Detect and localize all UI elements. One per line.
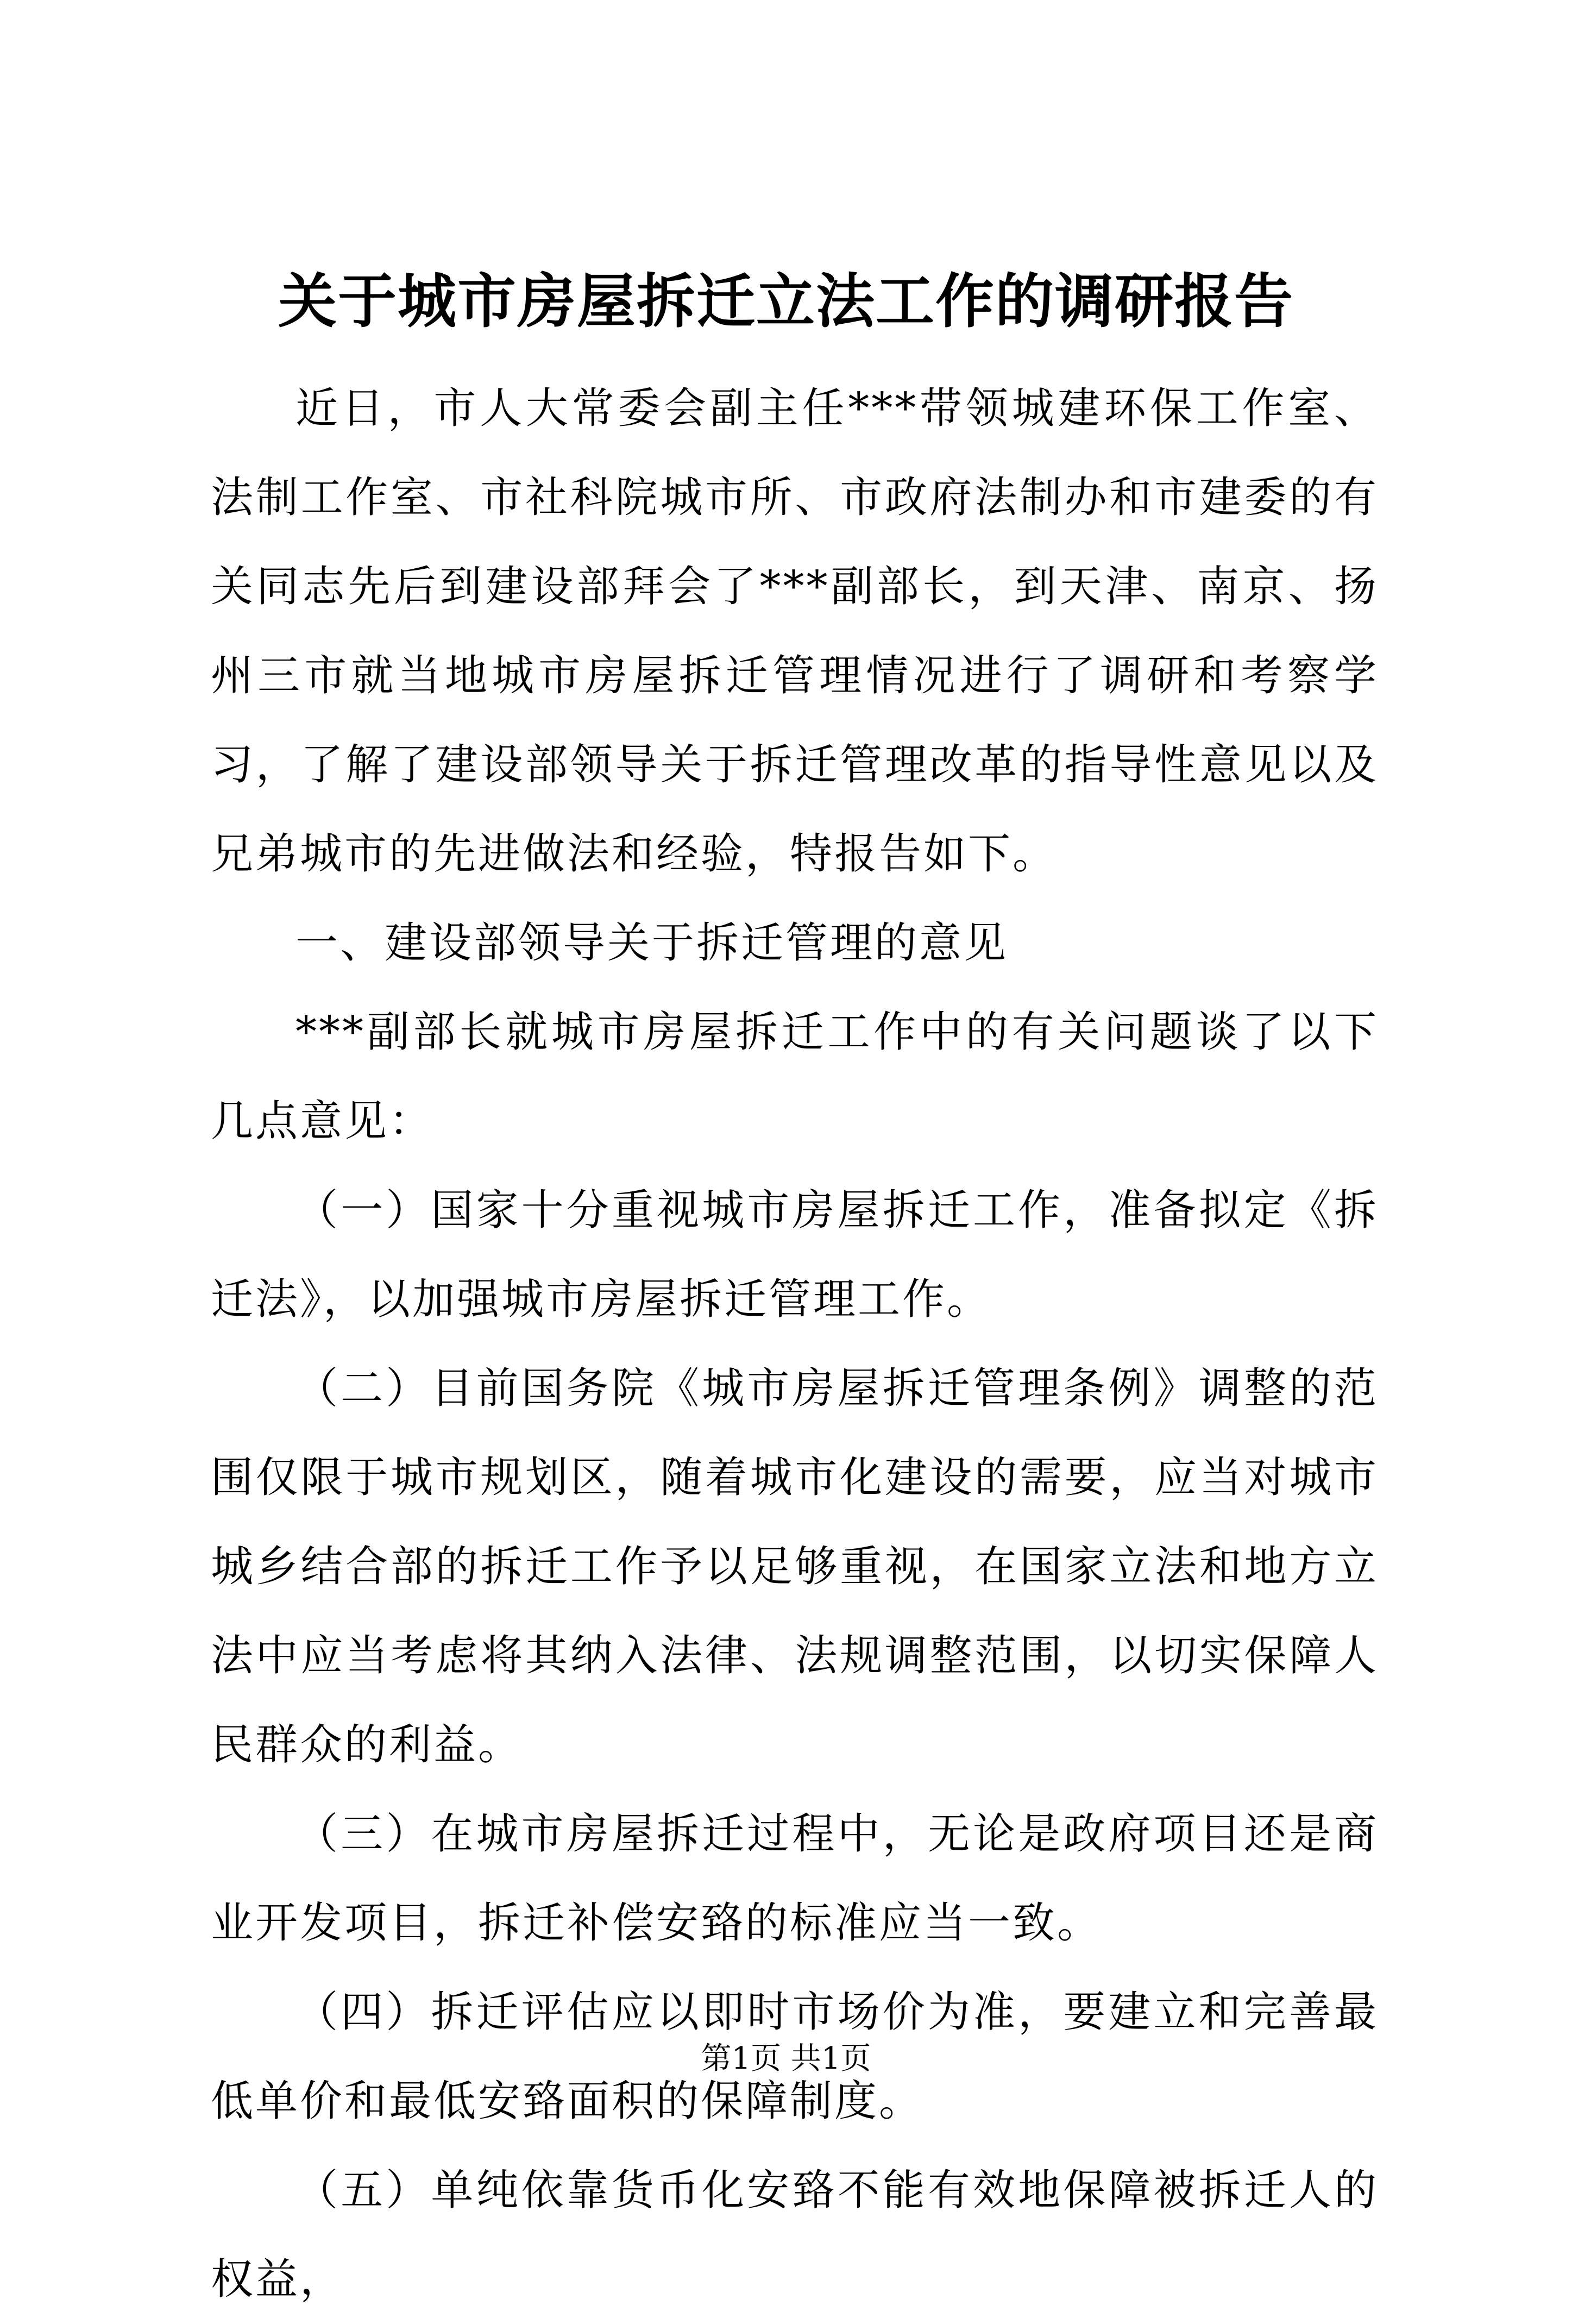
paragraph-item-4: （四）拆迁评估应以即时市场价为准，要建立和完善最低单价和最低安臵面积的保障制度。 xyxy=(211,1988,1379,2126)
paragraph-item-1: （一）国家十分重视城市房屋拆迁工作，准备拟定《拆迁法》，以加强城市房屋拆迁管理工作。 xyxy=(211,1186,1379,1324)
paragraph-intro: 近日，市人大常委会副主任***带领城建环保工作室、法制工作室、市社科院城市所、市政府法制办和市建委的有关同志先后到建设部拜会了***副部长，到天津、南京、扬州三市就当地城市房屋拆迁管理情况进行了调研和考察学习，了解了建设部领导关于拆迁管理改革的指导性意见以及兄弟城市的先进做法和经验，特报告如下。 xyxy=(211,384,1379,878)
document-body xyxy=(211,364,1379,2324)
paragraph-item-3: （三）在城市房屋拆迁过程中，无论是政府项目还是商业开发项目，拆迁补偿安臵的标准应当一致。 xyxy=(211,1810,1379,1948)
section-heading-1: 一、建设部领导关于拆迁管理的意见 xyxy=(295,919,1009,968)
paragraph-item-5: （五）单纯依靠货币化安臵不能有效地保障被拆迁人的权益， xyxy=(211,2166,1379,2304)
paragraph-opinions-intro: ***副部长就城市房屋拆迁工作中的有关问题谈了以下几点意见： xyxy=(211,1008,1379,1146)
page-footer: 第1页 共1页 xyxy=(701,2041,871,2076)
paragraph-item-2: （二）目前国务院《城市房屋拆迁管理条例》调整的范围仅限于城市规划区，随着城市化建设的需要，应当对城市城乡结合部的拆迁工作予以足够重视，在国家立法和地方立法中应当考虑将其纳入法律、法规调整范围，以切实保障人民群众的利益。 xyxy=(211,1364,1379,1769)
document-title: 关于城市房屋拆迁立法工作的调研报告 xyxy=(278,267,1294,336)
